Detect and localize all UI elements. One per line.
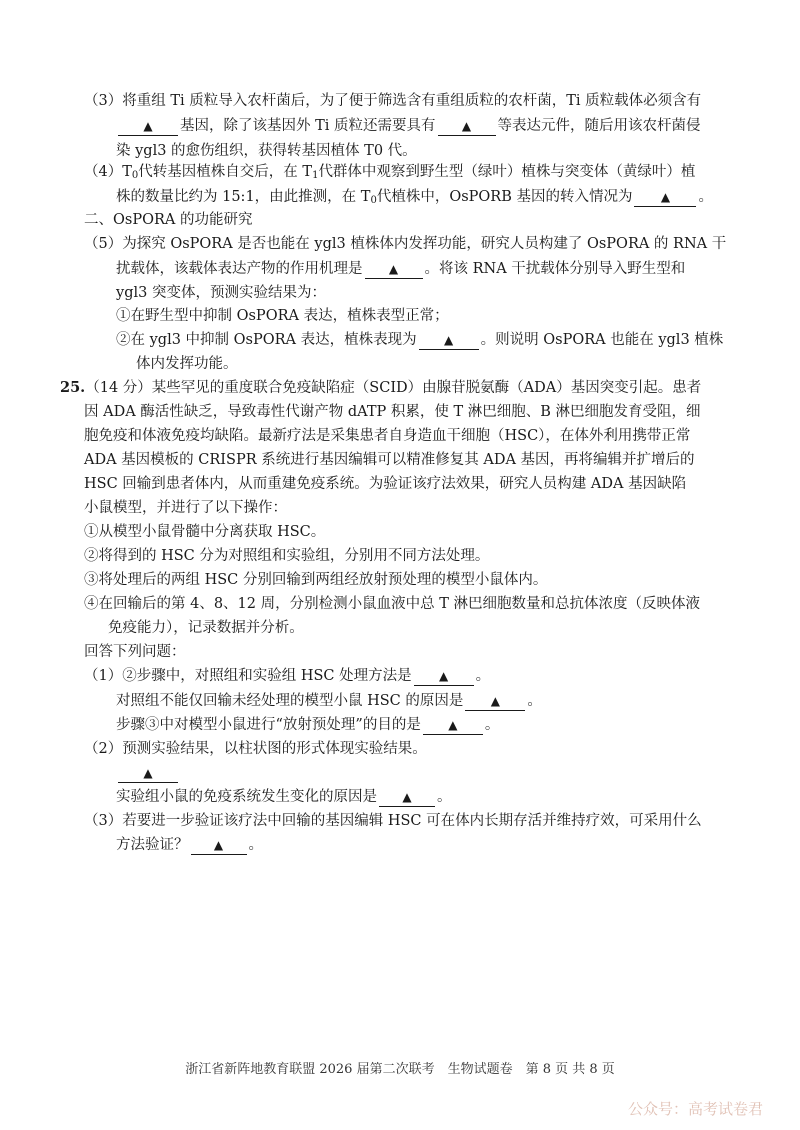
sub1-text-3: 步骤③中对模型小鼠进行“放射预处理”的目的是 bbox=[116, 717, 421, 733]
q4-text-5: 代植株中，OsPORB 基因的转入情况为 bbox=[376, 189, 633, 205]
sub3-line1: （3）若要进一步验证该疗法中回输的基因编辑 HSC 可在体内长期存活并维持疗效，可采用什么 bbox=[84, 813, 702, 829]
blank-triangle-icon: ▲ bbox=[143, 766, 153, 780]
blank-triangle-icon: ▲ bbox=[490, 694, 500, 708]
q25-line4: ADA 基因模板的 CRISPR 系统进行基因编辑可以精准修复其 ADA 基因，再将编辑并扩增后的 bbox=[84, 452, 695, 468]
q4-text-4: 株的数量比约为 15:1，由此推测，在 T bbox=[116, 189, 371, 205]
q25-line3: 胞免疫和体液免疫均缺陷。最新疗法是采集患者自身造血干细胞（HSC），在体外利用携带正常 bbox=[84, 428, 691, 444]
q5-text-2: 。将该 RNA 干扰载体分别导入野生型和 bbox=[424, 261, 686, 277]
blank-triangle-icon: ▲ bbox=[388, 262, 399, 276]
blank-triangle-icon: ▲ bbox=[143, 119, 153, 133]
sub1-line2 bbox=[116, 690, 542, 712]
step-1: ①从模型小鼠骨髓中分离获取 HSC。 bbox=[84, 524, 326, 540]
answer-blank bbox=[365, 260, 423, 279]
q4-text-1: （4）T bbox=[84, 164, 132, 180]
sub1-text-2: 对照组不能仅回输未经处理的模型小鼠 HSC 的原因是 bbox=[116, 693, 464, 709]
answer-blank bbox=[419, 331, 479, 350]
blank-triangle-icon: ▲ bbox=[213, 838, 224, 852]
sub1-line3 bbox=[116, 714, 499, 736]
sub2-line1: （2）预测实验结果，以柱状图的形式体现实验结果。 bbox=[84, 741, 427, 757]
period: 。 bbox=[437, 789, 452, 805]
blank-triangle-icon: ▲ bbox=[448, 718, 458, 732]
blank-triangle-icon: ▲ bbox=[660, 190, 671, 204]
answer-blank bbox=[414, 667, 474, 686]
period: 。 bbox=[248, 837, 263, 853]
q5-text-1: 扰载体，该载体表达产物的作用机理是 bbox=[116, 261, 363, 277]
answer-blank bbox=[423, 716, 483, 735]
step-4: ④在回输后的第 4、8、12 周，分别检测小鼠血液中总 T 淋巴细胞数量和总抗体浓度（反映体液 bbox=[84, 596, 701, 612]
sub3-line2 bbox=[116, 834, 263, 856]
section-heading: 二、OsPORA 的功能研究 bbox=[84, 212, 253, 228]
blank-triangle-icon: ▲ bbox=[439, 669, 449, 683]
answer-blank bbox=[634, 188, 696, 207]
blank-triangle-icon: ▲ bbox=[444, 333, 454, 347]
q5-line1: （5）为探究 OsPORA 是否也能在 ygl3 植株体内发挥功能，研究人员构建了 OsPORA 的 RNA 干 bbox=[84, 236, 727, 252]
sub3-text: 方法验证？ bbox=[116, 837, 189, 853]
q25-intro-text: （14 分）某些罕见的重度联合免疫缺陷症（SCID）由腺苷脱氨酶（ADA）基因突变引起。患者 bbox=[85, 380, 702, 396]
q3-text-2: 等表达元件，随后用该农杆菌侵 bbox=[497, 118, 701, 134]
question-number: 25. bbox=[60, 379, 86, 396]
q25-line1 bbox=[60, 377, 701, 399]
blank-triangle-icon: ▲ bbox=[461, 119, 472, 133]
blank-triangle-icon: ▲ bbox=[402, 790, 412, 804]
q3-text-1: 基因，除了该基因外 Ti 质粒还需要具有 bbox=[180, 118, 436, 134]
period: 。 bbox=[484, 717, 500, 733]
q25-line6: 小鼠模型，并进行了以下操作： bbox=[84, 500, 287, 516]
subscript: 0 bbox=[131, 170, 139, 181]
q5-line3: ygl3 突变体，预测实验结果为： bbox=[116, 285, 326, 301]
q5-line5 bbox=[116, 329, 723, 351]
subscript: 0 bbox=[370, 195, 377, 206]
q3-line3: 染 ygl3 的愈伤组织，获得转基因植体 T0 代。 bbox=[116, 143, 417, 159]
step-2: ②将得到的 HSC 分为对照组和实验组，分别用不同方法处理。 bbox=[84, 548, 490, 564]
q5-line4: ①在野生型中抑制 OsPORA 表达，植株表型正常； bbox=[116, 308, 449, 324]
period: 。 bbox=[527, 693, 542, 709]
q5-text-4: 。则说明 OsPORA 也能在 ygl3 植株 bbox=[480, 332, 724, 348]
answer-blank bbox=[191, 836, 247, 855]
sub1-text-1: （1）②步骤中，对照组和实验组 HSC 处理方法是 bbox=[84, 668, 412, 684]
answer-intro: 回答下列问题： bbox=[84, 644, 186, 660]
q3-line2 bbox=[116, 115, 701, 137]
sub2-line3 bbox=[116, 786, 452, 808]
answer-blank bbox=[379, 788, 435, 807]
q4-line1 bbox=[84, 161, 695, 187]
q25-line5: HSC 回输到患者体内，从而重建免疫系统。为验证该疗法效果，研究人员构建 ADA 基因缺陷 bbox=[84, 476, 687, 492]
answer-blank bbox=[438, 117, 496, 136]
q5-line2 bbox=[116, 258, 685, 280]
q4-text-6: 。 bbox=[698, 189, 713, 205]
step-4-cont: 免疫能力），记录数据并分析。 bbox=[108, 620, 304, 636]
subscript: 1 bbox=[312, 170, 319, 181]
answer-blank bbox=[118, 764, 178, 783]
answer-blank bbox=[465, 692, 525, 711]
period: 。 bbox=[475, 668, 491, 684]
sub2-line2 bbox=[116, 762, 180, 784]
q4-text-2: 代转基因植株自交后，在 T bbox=[138, 164, 313, 180]
answer-blank bbox=[118, 117, 178, 136]
q25-line2: 因 ADA 酶活性缺乏，导致毒性代谢产物 dATP 积累，使 T 淋巴细胞、B 淋巴细胞发育受阻，细 bbox=[84, 404, 701, 420]
sub1-line1 bbox=[84, 665, 490, 687]
q3-line1: （3）将重组 Ti 质粒导入农杆菌后，为了便于筛选含有重组质粒的农杆菌，Ti 质粒载体必须含有 bbox=[84, 93, 702, 109]
watermark: 公众号：高考试卷君 bbox=[628, 1100, 764, 1118]
step-3: ③将处理后的两组 HSC 分别回输到两组经放射预处理的模型小鼠体内。 bbox=[84, 572, 548, 588]
q5-line6: 体内发挥功能。 bbox=[136, 356, 238, 372]
sub2-text: 实验组小鼠的免疫系统发生变化的原因是 bbox=[116, 789, 377, 805]
q5-text-3: ②在 ygl3 中抑制 OsPORA 表达，植株表现为 bbox=[116, 332, 417, 348]
q4-text-3: 代群体中观察到野生型（绿叶）植株与突变体（黄绿叶）植 bbox=[318, 164, 696, 180]
page-footer: 浙江省新阵地教育联盟 2026 届第二次联考 生物试题卷 第 8 页 共 8 页 bbox=[185, 1062, 615, 1077]
